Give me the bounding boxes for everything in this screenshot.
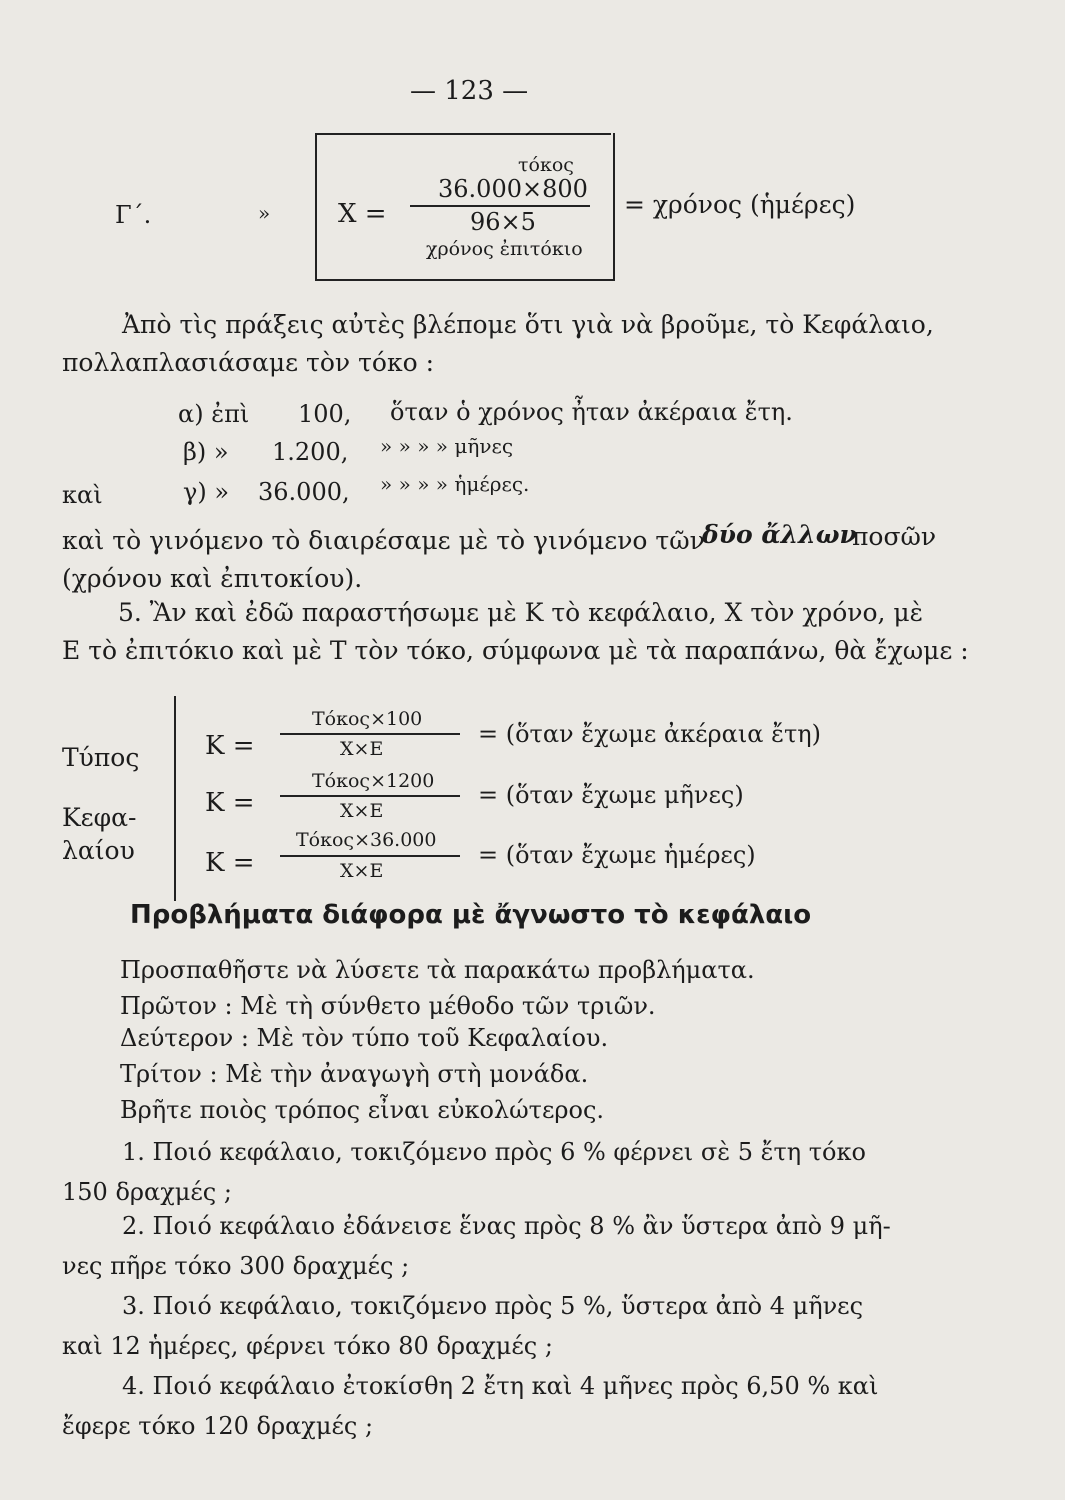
case-a-words: ὅταν ὁ χρόνος ἦταν ἀκέραια ἔτη. [390,398,793,426]
formula-3-denominator: Χ×Ε [340,860,384,882]
formula-2-note: = (ὅταν ἔχωμε μῆνες) [478,781,744,809]
formula-1-fraction-bar [280,733,460,735]
formula-side-label-3: λαίου [62,836,135,865]
explanation-line-2: πολλαπλασιάσαμε τὸν τόκο : [62,348,435,377]
section-intro: Προσπαθῆστε νὰ λύσετε τὰ παρακάτω προβλήματα. [120,956,755,984]
explanation-line-3c: ποσῶν [852,522,937,551]
case-c-label: γ) » [183,478,230,506]
explanation-line-3-emphasis: δύο ἄλλων [702,520,857,549]
formula-c-lhs: X = [338,199,387,229]
formula-c-numerator: 36.000×800 [438,175,588,203]
formula-2-numerator: Τόκος×1200 [312,770,435,792]
explanation-line-4: (χρόνου καὶ ἐπιτοκίου). [62,564,363,593]
problem-2-line-2: νες πῆρε τόκο 300 δραχμές ; [62,1252,410,1280]
problem-4-line-1: 4. Ποιό κεφάλαιο ἐτοκίσθη 2 ἔτη καὶ 4 μῆνες πρὸς 6,50 % καὶ [122,1372,879,1400]
formula-2-lhs: K = [205,788,255,818]
case-c-prefix: καὶ [62,481,103,509]
paragraph-5-line-1: 5. Ἂν καὶ ἐδῶ παραστήσωμε μὲ Κ τὸ κεφάλαιο, Χ τὸν χρόνο, μὲ [118,598,924,627]
problem-3-line-1: 3. Ποιό κεφάλαιο, τοκιζόμενο πρὸς 5 %, ὕστερα ἀπὸ 4 μῆνες [122,1292,864,1320]
formula-3-fraction-bar [280,855,460,857]
paragraph-5-line-2: Ε τὸ ἐπιτόκιο καὶ μὲ Τ τὸν τόκο, σύμφωνα μὲ τὰ παραπάνω, θὰ ἔχωμε : [62,636,969,665]
section-heading: Προβλήματα διάφορα μὲ ἄγνωστο τὸ κεφάλαιο [130,900,812,930]
case-a-label: α) ἐπὶ [178,400,250,428]
formula-block-bar [174,696,176,901]
method-second: Δεύτερον : Μὲ τὸν τύπο τοῦ Κεφαλαίου. [120,1024,609,1052]
problem-3-line-2: καὶ 12 ἡμέρες, φέρνει τόκο 80 δραχμές ; [62,1332,553,1360]
formula-1-denominator: Χ×Ε [340,738,384,760]
case-b-value: 1.200, [272,438,349,466]
problem-1-line-2: 150 δραχμές ; [62,1178,232,1206]
formula-3-note: = (ὅταν ἔχωμε ἡμέρες) [478,841,756,869]
formula-c-ditto: » [258,201,271,225]
case-c-words: » » » » ἡμέρες. [380,472,530,496]
formula-c-bottom-words: χρόνος ἐπιτόκιο [426,238,583,260]
formula-c-result: = χρόνος (ἡμέρες) [624,190,856,219]
formula-2-fraction-bar [280,795,460,797]
formula-3-numerator: Τόκος×36.000 [296,829,437,851]
case-c-value: 36.000, [258,478,350,506]
problem-2-line-1: 2. Ποιό κεφάλαιο ἐδάνεισε ἕνας πρὸς 8 % ἂν ὕστερα ἀπὸ 9 μῆ- [122,1212,891,1240]
formula-c-top-word: τόκος [518,154,574,176]
method-third: Τρίτον : Μὲ τὴν ἀναγωγὴ στὴ μονάδα. [120,1060,589,1088]
problem-4-line-2: ἔφερε τόκο 120 δραχμές ; [62,1412,374,1440]
explanation-line-3a: καὶ τὸ γινόμενο τὸ διαιρέσαμε μὲ τὸ γινόμενο τῶν [62,526,705,555]
formula-c-denominator: 96×5 [470,208,536,236]
formula-c-label: Γ΄. [115,201,152,229]
formula-1-lhs: K = [205,731,255,761]
case-b-words: » » » » μῆνες [380,434,514,458]
case-b-label: β) » [183,438,229,466]
case-a-value: 100, [298,400,352,428]
page-number: — 123 — [410,76,529,106]
formula-3-lhs: K = [205,848,255,878]
explanation-line-1: Ἀπὸ τὶς πράξεις αὐτὲς βλέπομε ὅτι γιὰ νὰ βροῦμε, τὸ Κεφάλαιο, [122,310,934,339]
formula-1-numerator: Τόκος×100 [312,708,423,730]
method-first: Πρῶτον : Μὲ τὴ σύνθετο μέθοδο τῶν τριῶν. [120,992,656,1020]
problem-1-line-1: 1. Ποιό κεφάλαιο, τοκιζόμενο πρὸς 6 % φέρνει σὲ 5 ἔτη τόκο [122,1138,866,1166]
formula-side-label-1: Τύπος [62,743,140,772]
formula-c-fraction-bar [410,205,590,207]
formula-2-denominator: Χ×Ε [340,800,384,822]
method-easiest: Βρῆτε ποιὸς τρόπος εἶναι εὐκολώτερος. [120,1096,605,1124]
formula-1-note: = (ὅταν ἔχωμε ἀκέραια ἔτη) [478,720,822,748]
formula-side-label-2: Κεφα- [62,803,137,832]
